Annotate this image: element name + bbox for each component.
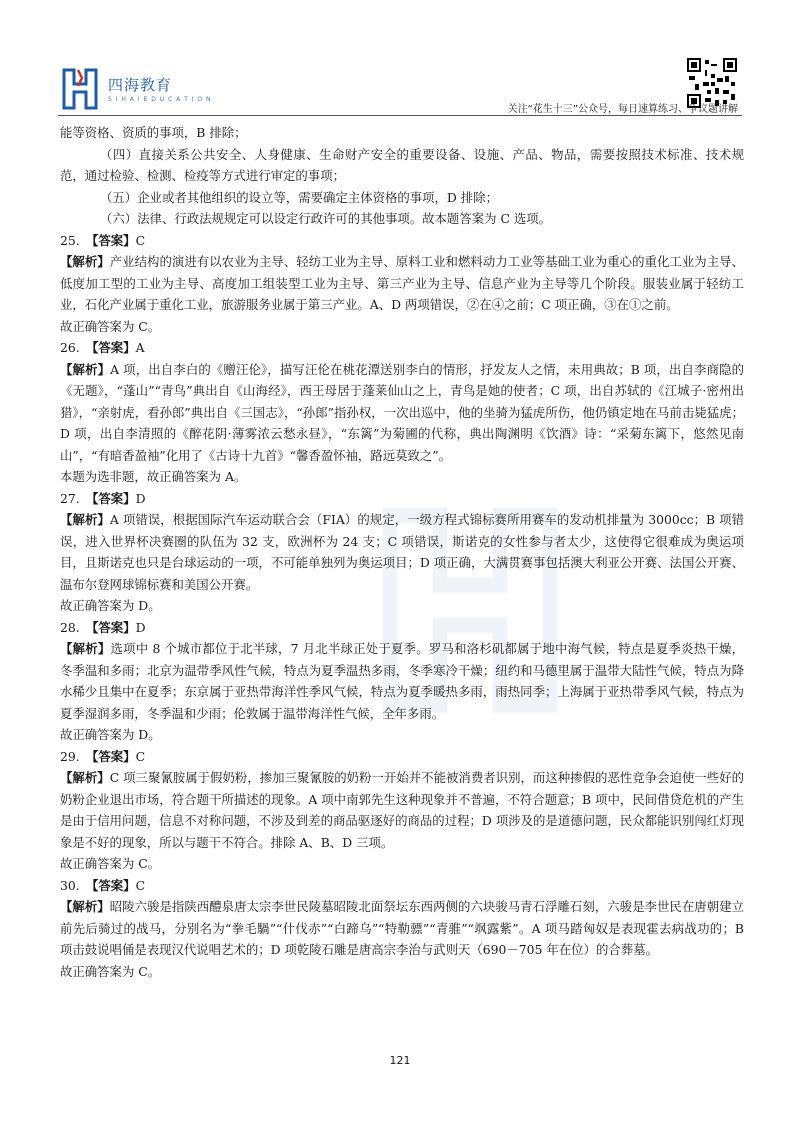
conclusion: 故正确答案为 D。: [60, 598, 161, 613]
analysis-text: 产业结构的演进有以农业为主导、轻纺工业为主导、原料工业和燃料动力工业等基础工业为重心的重化工业为主导、低度加工型的工业为主导、高度加工组装型工业为主导、第三产业为主导、信息产业为主导等几个阶段。服装业属于轻纺工业，石化产业属于重化工业，旅游服务业属于第三产业。A、D 两项错误，②在④之前；C 项正确，③在①之前。: [60, 254, 745, 312]
question-number: 25.: [60, 232, 80, 248]
conclusion: 本题为选非题，故正确答案为 A。: [60, 469, 247, 484]
conclusion: 故正确答案为 D。: [60, 727, 161, 742]
question-29-answer: [60, 746, 744, 768]
answer-content: [60, 122, 744, 982]
answer-tag: 【答案】: [86, 877, 136, 893]
analysis-tag: 【解析】: [60, 254, 110, 269]
analysis-tag: 【解析】: [60, 899, 110, 914]
analysis-text: C 项三聚氰胺属于假奶粉，掺加三聚氰胺的奶粉一开始并不能被消费者识别，而这种掺假的恶性竞争会迫使一些好的奶粉企业退出市场，符合题干所描述的现象。A 项中南郭先生这种现象并不普遍，不符合题意；B 项中，民间借贷危机的产生是由于信用问题，信息不对称问题，不涉及到差的商品驱逐好的商品的过程；D 项涉及的是道德问题，民众都能识别闯红灯现象是不好的现象，所以与题干不符合。排除 A、B、D 三项。: [60, 770, 745, 850]
conclusion: 故正确答案为 C。: [60, 318, 161, 334]
answer-value: D: [135, 490, 146, 506]
page-number: 121: [389, 1054, 411, 1067]
question-27-answer: [60, 488, 744, 510]
logo-subtext: S I H A I E D U C A T I O N: [108, 96, 212, 103]
page-header: [0, 0, 800, 118]
question-28-analysis: [60, 638, 744, 724]
conclusion: 故正确答案为 C。: [60, 963, 161, 979]
question-number: 29.: [60, 748, 80, 764]
question-29-analysis: [60, 767, 744, 853]
question-27-analysis: [60, 509, 744, 595]
answer-tag: 【答案】: [86, 619, 136, 635]
analysis-text: A 项，出自李白的《赠汪伦》，描写汪伦在桃花潭送别李白的情形，抒发友人之情，未用典故；B 项，出自李商隐的《无题》，“蓬山”“青鸟”典出自《山海经》，西王母居于蓬莱仙山之上，青鸟是她的使者；C 项，出自苏轼的《江城子·密州出猎》，“亲射虎，看孙郎”典出自《三国志》，“孙郎”指孙权，一次出巡中，他的坐骑为猛虎所伤，他仍镇定地在马前击毙猛虎；D 项，出自李清照的《醉花阴·薄雾浓云愁永昼》，“东篱”为菊圃的代称，典出陶渊明《饮酒》诗：“采菊东篱下，悠然见南山”，“有暗香盈袖”化用了《古诗十九首》“馨香盈怀袖，路远莫致之”。: [60, 361, 745, 463]
answer-value: C: [135, 232, 146, 248]
question-26-analysis: [60, 359, 744, 467]
answer-tag: 【答案】: [86, 232, 136, 248]
analysis-text: 昭陵六骏是指陕西醴泉唐太宗李世民陵墓昭陵北面祭坛东西两侧的六块骏马青石浮雕石刻，六骏是李世民在唐朝建立前先后骑过的战马，分别名为“拳毛騧”“什伐赤”“白蹄乌”“特勒骠”“青骓”“飒露紫”。A 项马踏匈奴是表现霍去病战功的；B 项击鼓说唱俑是表现汉代说唱艺术的；D 项乾陵石雕是唐高宗李治与武则天（690－705 年在位）的合葬墓。: [60, 899, 745, 957]
question-30-answer: [60, 875, 744, 897]
question-number: 30.: [60, 877, 80, 893]
answer-value: C: [135, 748, 146, 764]
answer-value: A: [135, 340, 145, 355]
analysis-text: A 项错误，根据国际汽车运动联合会（FIA）的规定，一级方程式锦标赛所用赛车的发动机排量为 3000cc；B 项错误，进入世界杯决赛圈的队伍为 32 支，欧洲杯为 24 支；C 项错误，斯诺克的女性参与者太少，这使得它很难成为奥运项目，且斯诺克也只是台球运动的一项，不可能单独列为奥运项目；D 项正确，大满贯赛事包括澳大利亚公开赛、法国公开赛、温布尔登网球锦标赛和美国公开赛。: [60, 512, 744, 592]
analysis-tag: 【解析】: [60, 770, 110, 785]
analysis-tag: 【解析】: [60, 512, 110, 527]
analysis-tag: 【解析】: [60, 361, 111, 377]
logo-text: 四海教育: [108, 76, 173, 94]
answer-tag: 【答案】: [86, 748, 136, 764]
question-28-answer: [60, 617, 744, 639]
answer-value: C: [135, 877, 146, 893]
text-line: （五）企业或者其他组织的设立等，需要确定主体资格的事项，D 排除；: [100, 189, 498, 205]
answer-tag: 【答案】: [86, 490, 136, 506]
answer-tag: 【答案】: [86, 340, 136, 355]
analysis-text: 选项中 8 个城市都位于北半球，7 月北半球正处于夏季。罗马和洛杉矶都属于地中海气候，特点是夏季炎热干燥，冬季温和多雨；北京为温带季风性气候，特点为夏季温热多雨，冬季寒冷干燥；纽约和马德里属于温带大陆性气候，特点为降水稀少且集中在夏季；东京属于亚热带海洋性季风气候，特点为夏季暖热多雨，雨热同季；上海属于亚热带季风气候，特点为夏季湿润多雨，冬季温和少雨；伦敦属于温带海洋性气候，全年多雨。: [60, 641, 744, 721]
logo-mark-icon: [58, 66, 102, 112]
analysis-tag: 【解析】: [60, 641, 111, 656]
question-number: 26.: [60, 340, 80, 355]
question-30-analysis: [60, 896, 744, 961]
text-line: （六）法律、行政法规规定可以设定行政许可的其他事项。故本题答案为 C 选项。: [100, 211, 552, 226]
question-25-analysis: [60, 251, 744, 316]
conclusion: 故正确答案为 C。: [60, 856, 161, 871]
question-25-answer: [60, 230, 744, 252]
text-line: 能等资格、资质的事项，B 排除；: [60, 125, 247, 140]
text-line: （四）直接关系公共安全、人身健康、生命财产安全的重要设备、设施、产品、物品，需要按照技术标准、技术规范，通过检验、检测、检疫等方式进行审定的事项；: [60, 146, 744, 183]
brand-logo: [58, 66, 218, 112]
header-slogan: 关注“花生十三”公众号，每日速算练习、争议题讲解: [507, 104, 738, 115]
header-divider: [58, 115, 742, 116]
question-26-answer: [60, 337, 744, 359]
question-number: 27.: [60, 490, 80, 506]
question-number: 28.: [60, 619, 80, 635]
answer-value: D: [135, 619, 146, 635]
